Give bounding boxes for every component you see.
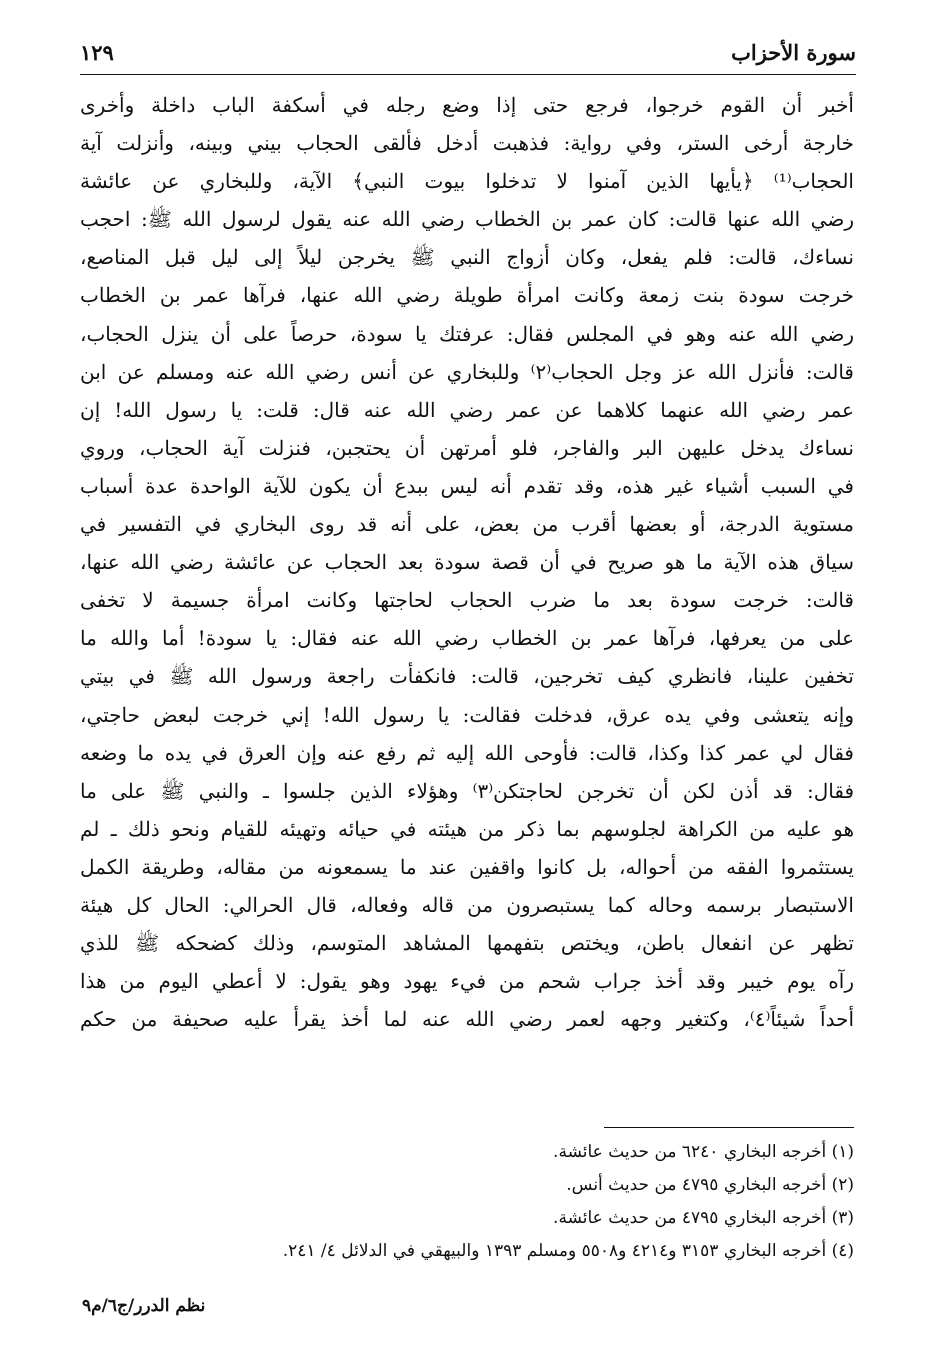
surah-title: سورة الأحزاب xyxy=(731,40,856,65)
footnote-divider xyxy=(604,1127,854,1128)
text-line: هو عليه من الكراهة لجلوسهم بما ذكر من هيئته في حيائه وتهيئه للقيام ونحو ذلك ـ لم xyxy=(80,816,854,841)
text-line: خرجت سودة بنت زمعة وكانت امرأة طويلة رضي الله عنها، فرآها عمر بن الخطاب xyxy=(80,283,854,308)
footnote-3: (٣) أخرجه البخاري ٤٧٩٥ من حديث عائشة. xyxy=(553,1208,854,1228)
text-line: نساءك، قالت: فلم يفعل، وكان أزواج النبي ﷺ يخرجن ليلاً إلى ليل قبل المناصع، xyxy=(80,245,854,270)
text-line: خارجة أرخى الستر، وفي رواية: فذهبت أدخل فألقى الحجاب بيني وبينه، وأنزلت آية xyxy=(80,131,854,156)
text-line: الحجاب⁽¹⁾ ﴿يأيها الذين آمنوا لا تدخلوا بيوت النبي﴾ الآية، وللبخاري عن عائشة xyxy=(80,169,854,194)
text-line: رضي الله عنها قالت: كان عمر بن الخطاب رضي الله عنه يقول لرسول الله ﷺ: احجب xyxy=(80,207,854,232)
text-line: سياق هذه الآية ما هو صريح في أن قصة سودة بعد الحجاب عن عائشة رضي الله عنها، xyxy=(80,550,854,575)
text-line: مستوية الدرجة، أو بعضها أقرب من بعض، على أنه قد روى البخاري في التفسير في xyxy=(80,512,854,537)
text-line: قالت: فأنزل الله عز وجل الحجاب⁽٢⁾ وللبخاري عن أنس رضي الله عنه ومسلم عن ابن xyxy=(80,359,854,384)
text-line: الاستبصار برسمه وحاله كما يستبصرون من قاله وفعاله، قال الحرالي: الحال كل هيئة xyxy=(80,892,854,917)
main-text xyxy=(80,86,854,1038)
text-line: أخبر أن القوم خرجوا، فرجع حتى إذا وضع رجله في أسكفة الباب داخلة وأخرى xyxy=(80,93,854,117)
text-line: وإنه يتعشى وفي يده عرق، فدخلت فقالت: يا رسول الله! إني خرجت لبعض حاجتي، xyxy=(80,702,854,727)
text-line: على من يعرفها، فرآها عمر بن الخطاب رضي الله عنه فقال: يا سودة! أما والله ما xyxy=(80,626,854,651)
footnote-4: (٤) أخرجه البخاري ٣١٥٣ و٤٢١٤ و٥٥٠٨ ومسلم ١٣٩٣ والبيهقي في الدلائل ٤/ ٢٤١. xyxy=(282,1241,854,1261)
text-line: فقال: قد أذن لكن أن تخرجن لحاجتكن⁽٣⁾ وهؤلاء الذين جلسوا ـ والنبي ﷺ على ما xyxy=(80,778,854,803)
text-line: عمر رضي الله عنهما كلاهما عن عمر رضي الله عنه قال: قلت: يا رسول الله! إن xyxy=(80,397,854,422)
footnotes xyxy=(80,1136,854,1268)
text-line: في السبب أشياء غير هذه، وقد تقدم أنه ليس ببدع أن يكون للآية الواحدة عدة أسباب xyxy=(80,473,854,498)
text-line: أحداً شيئاً⁽٤⁾، وكتغير وجهه لعمر رضي الله عنه لما أخذ يقرأ عليه صحيفة من حكم xyxy=(80,1007,854,1032)
text-line: تخفين علينا، فانظري كيف تخرجين، قالت: فانكفأت راجعة ورسول الله ﷺ في بيتي xyxy=(80,664,854,689)
text-line: فقال لي عمر كذا وكذا، قالت: فأوحى الله إليه ثم رفع عنه وإن العرق في يده ما وضعه xyxy=(80,740,854,765)
header-divider xyxy=(80,74,856,75)
running-header xyxy=(80,34,856,68)
text-line: تظهر عن انفعال باطن، ويختص بتفهمها المشاهد المتوسم، وذلك كضحكه ﷺ للذي xyxy=(80,931,854,956)
text-line: رآه يوم خيبر وقد أخذ جراب شحم من فيء يهود وهو يقول: لا أعطي اليوم من هذا xyxy=(80,969,854,994)
text-line: نساءك يدخل عليهن البر والفاجر، فلو أمرتهن أن يحتجبن، فنزلت آية الحجاب، وروي xyxy=(80,435,854,460)
printer-signature: نظم الدرر/ج٦/م٩ xyxy=(82,1296,206,1316)
page-number: ١٢٩ xyxy=(80,40,114,65)
footnote-1: (١) أخرجه البخاري ٦٢٤٠ من حديث عائشة. xyxy=(553,1142,854,1162)
text-line: رضي الله عنه وهو في المجلس فقال: عرفتك يا سودة، حرصاً على أن ينزل الحجاب، xyxy=(80,321,854,346)
text-line: قالت: خرجت سودة بعد ما ضرب الحجاب لحاجتها وكانت امرأة جسيمة لا تخفى xyxy=(80,588,854,613)
text-line: يستثمروا الفقه من أحواله، بل كانوا واقفين عند ما يسمعونه من مقاله، وطريقة الكمل xyxy=(80,854,854,879)
footnote-2: (٢) أخرجه البخاري ٤٧٩٥ من حديث أنس. xyxy=(566,1175,854,1195)
